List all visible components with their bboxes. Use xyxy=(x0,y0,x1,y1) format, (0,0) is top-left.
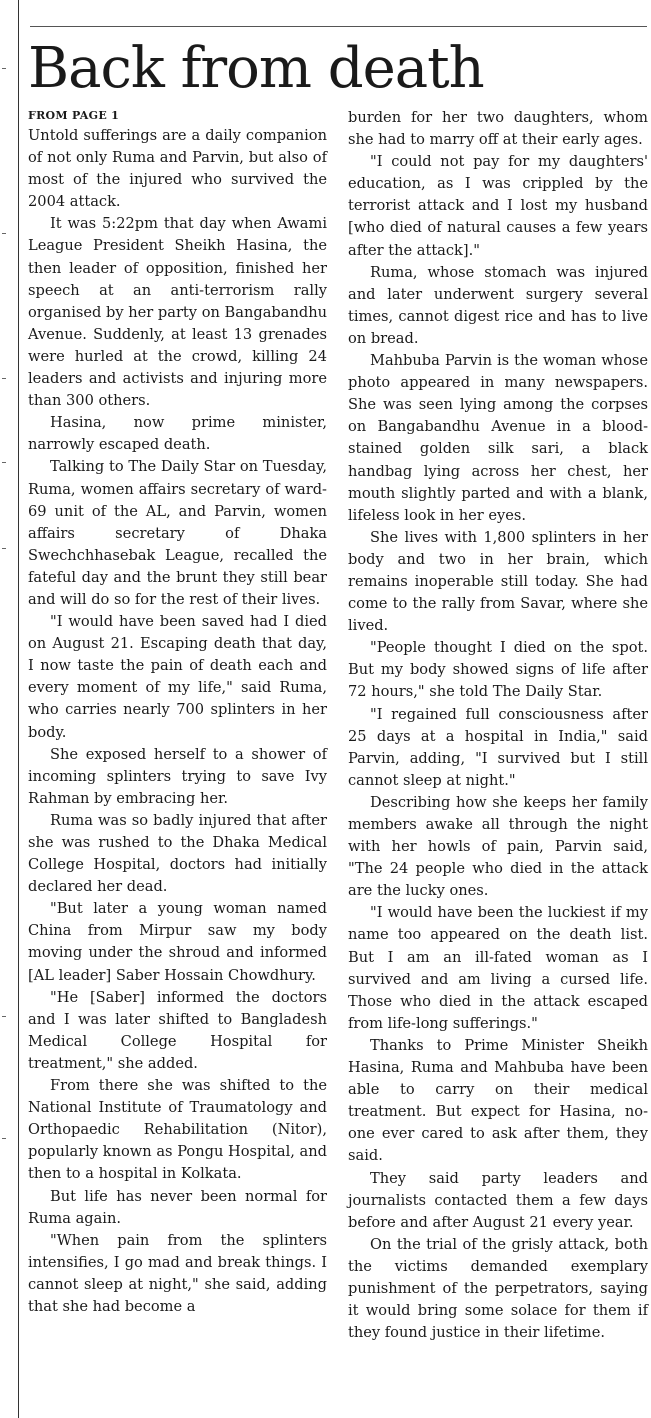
article-headline: Back from death xyxy=(28,36,484,101)
article-column-right xyxy=(348,107,648,1344)
paragraph: Thanks to Prime Minister Sheikh Hasina, Ruma and Mahbuba have been able to carry on their medical treatment. But expect for Hasina, no-one ever cared to ask after them, they said. xyxy=(348,1036,648,1165)
paragraph: She lives with 1,800 splinters in her body and two in her brain, which remains inoperable still today. She had come to the rally from Savar, where she lived. xyxy=(348,528,648,635)
margin-tick xyxy=(2,462,6,463)
section-divider xyxy=(30,26,647,27)
paragraph: Talking to The Daily Star on Tuesday, Ruma, women affairs secretary of ward-69 unit of the AL, and Parvin, women affairs secretary of Dhaka Swechchhasebak League, recalled the fateful day and the brunt they still bear and will do so for the rest of their lives. xyxy=(28,458,327,608)
paragraph: "He [Saber] informed the doctors and I was later shifted to Bangladesh Medical College Hospital for treatment," she added. xyxy=(28,988,327,1072)
paragraph: She exposed herself to a shower of incoming splinters trying to save Ivy Rahman by embracing her. xyxy=(28,745,327,807)
paragraph: burden for her two daughters, whom she had to marry off at their early ages. xyxy=(348,109,648,149)
paragraph: Ruma, whose stomach was injured and later underwent surgery several times, cannot digest rice and has to live on bread. xyxy=(348,263,648,347)
paragraph: It was 5:22pm that day when Awami League President Sheikh Hasina, the then leader of opposition, finished her speech at an anti-terrorism rally organised by her party on Bangabandhu Avenue. Suddenly, at least 13 grenades were hurled at the crowd, killing 24 leaders and activists and injuring more than 300 others. xyxy=(28,215,327,410)
article-column-left xyxy=(28,125,327,1318)
paragraph: From there she was shifted to the National Institute of Traumatology and Orthopaedic Rehabilitation (Nitor), popularly known as Pongu Hospital, and then to a hospital in Kolkata. xyxy=(28,1077,327,1183)
margin-tick xyxy=(2,233,6,234)
page-edge-rule xyxy=(18,0,19,1418)
margin-tick xyxy=(2,68,6,69)
paragraph: Hasina, now prime minister, narrowly escaped death. xyxy=(28,414,327,454)
paragraph: "I would have been saved had I died on August 21. Escaping death that day, I now taste the pain of death each and every moment of my life," said Ruma, who carries nearly 700 splinters in her body. xyxy=(28,613,327,741)
paragraph: Ruma was so badly injured that after she was rushed to the Dhaka Medical College Hospital, doctors had initially declared her dead. xyxy=(28,811,327,896)
paragraph: Untold sufferings are a daily companion of not only Ruma and Parvin, but also of most of the injured who survived the 2004 attack. xyxy=(28,127,327,211)
paragraph: "When pain from the splinters intensifies, I go mad and break things. I cannot sleep at night," she said, adding that she had become a xyxy=(28,1231,327,1315)
margin-tick xyxy=(2,1138,6,1139)
margin-tick xyxy=(2,548,6,549)
paragraph: "But later a young woman named China from Mirpur saw my body moving under the shroud and informed [AL leader] Saber Hossain Chowdhury. xyxy=(28,900,327,984)
paragraph: "I could not pay for my daughters' education, as I was crippled by the terrorist attack and I lost my husband [who died of natural causes a few years after the attack]." xyxy=(348,153,648,259)
margin-tick xyxy=(2,1016,6,1017)
article-kicker: FROM PAGE 1 xyxy=(28,109,120,122)
paragraph: On the trial of the grisly attack, both the victims demanded exemplary punishment of the perpetrators, saying it would bring some solace for them if they found justice in their lifetime. xyxy=(348,1235,648,1342)
margin-tick xyxy=(2,378,6,379)
paragraph: They said party leaders and journalists contacted them a few days before and after August 21 every year. xyxy=(348,1169,648,1231)
paragraph: "I regained full consciousness after 25 days at a hospital in India," said Parvin, adding, "I survived but I still cannot sleep at night." xyxy=(348,705,648,789)
paragraph: Mahbuba Parvin is the woman whose photo appeared in many newspapers. She was seen lying among the corpses on Bangabandhu Avenue in a blood-stained golden silk sari, a black handbag lying across her chest, her mouth slightly parted and with a blank, lifeless look in her eyes. xyxy=(348,352,648,524)
paragraph: Describing how she keeps her family members awake all through the night with her howls of pain, Parvin said, "The 24 people who died in the attack are the lucky ones. xyxy=(348,793,648,900)
paragraph: "I would have been the luckiest if my name too appeared on the death list. But I am an ill-fated woman as I survived and am living a cursed life. Those who died in the attack escaped from life-long sufferings." xyxy=(348,904,648,1032)
paragraph: "People thought I died on the spot. But my body showed signs of life after 72 hours," she told The Daily Star. xyxy=(348,639,648,701)
paragraph: But life has never been normal for Ruma again. xyxy=(28,1187,327,1227)
